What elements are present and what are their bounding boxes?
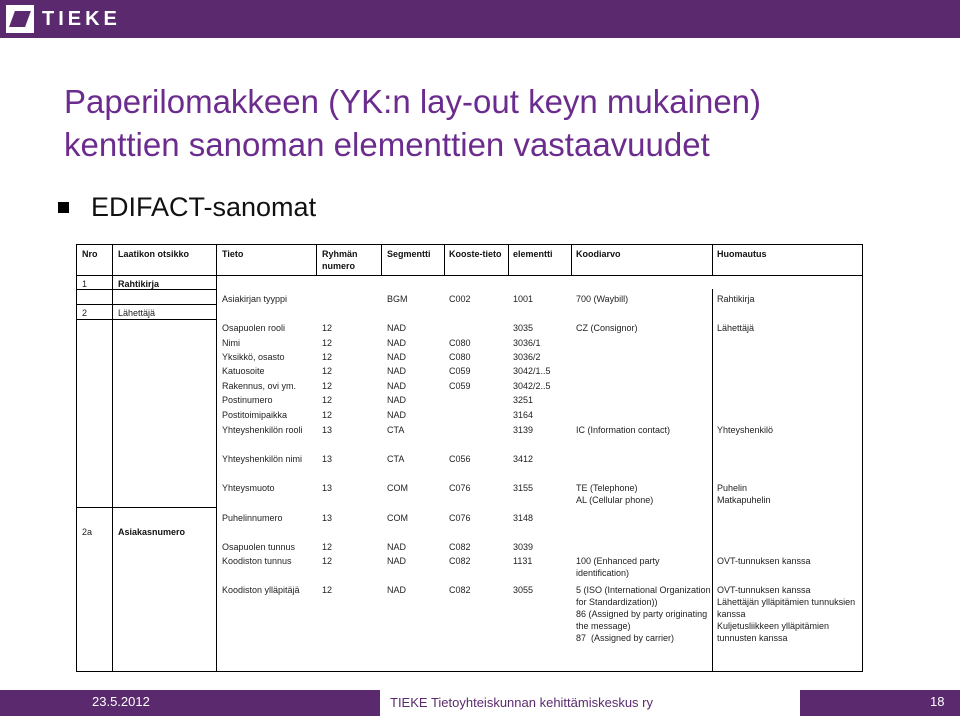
table-grid-line: [112, 275, 113, 672]
table-cell-kooste: C059: [449, 381, 471, 391]
table-cell-ryhma: 13: [322, 513, 333, 523]
section-2a-number: 2a: [82, 527, 93, 537]
header-nro: Nro: [82, 249, 98, 259]
table-cell-kooste: C056: [449, 454, 471, 464]
table-cell-segmentti: NAD: [387, 381, 407, 391]
footer-org-box: [380, 690, 800, 716]
slide-title-line-2: kenttien sanoman elementtien vastaavuudet: [64, 126, 710, 163]
table-cell-tieto: Rakennus, ovi ym.: [222, 381, 297, 391]
table-cell-ryhma: 12: [322, 585, 333, 595]
table-cell-elementti: 1131: [513, 556, 533, 566]
table-cell-segmentti: COM: [387, 513, 408, 523]
table-cell-ryhma: 13: [322, 425, 333, 435]
table-cell-tieto: Yhteysmuoto: [222, 483, 275, 493]
section-2-number: 2: [82, 308, 88, 318]
table-cell-segmentti: NAD: [387, 585, 407, 595]
header-kooste-tieto: Kooste-tieto: [449, 249, 502, 259]
table-cell-kooste: C076: [449, 483, 471, 493]
table-cell-segmentti: NAD: [387, 542, 407, 552]
table-cell-huomautus: Yhteyshenkilö: [717, 425, 774, 435]
tieke-logo-icon: [6, 5, 34, 33]
table-cell-huomautus: OVT-tunnuksen kanssa Lähettäjän ylläpitämien tunnuksien kanssa Kuljetusliikkeen ylläpitämien tunnusten kanssa: [717, 585, 856, 643]
table-cell-elementti: 3148: [513, 513, 534, 523]
table-cell-koodiarvo: IC (Information contact): [576, 425, 671, 435]
table-grid-line: [76, 289, 216, 290]
header-koodiarvo: Koodiarvo: [576, 249, 621, 259]
table-grid-line: [571, 244, 572, 275]
table-grid-line: [381, 244, 382, 275]
bullet-item: [58, 192, 316, 223]
table-cell-tieto: Koodiston tunnus: [222, 556, 292, 566]
tieke-logo-text: TIEKE: [42, 7, 121, 30]
bullet-square-icon: [58, 202, 69, 213]
tieke-logo: [6, 4, 121, 34]
section-2a-label: Asiakasnumero: [118, 527, 186, 537]
header-segmentti: Segmentti: [387, 249, 431, 259]
table-grid-line: [712, 289, 713, 672]
table-cell-segmentti: CTA: [387, 425, 405, 435]
table-grid-line: [76, 244, 77, 672]
table-cell-huomautus: Rahtikirja: [717, 294, 755, 304]
section-1-label: Rahtikirja: [118, 279, 160, 289]
table-grid-line: [316, 244, 317, 275]
slide-title-line-1: Paperilomakkeen (YK:n lay-out keyn mukainen): [64, 83, 762, 120]
slide-title: [64, 80, 924, 166]
table-cell-elementti: 3036/2: [513, 352, 541, 362]
header-tieto: Tieto: [222, 249, 244, 259]
table-cell-segmentti: NAD: [387, 395, 407, 405]
table-grid-line: [76, 304, 216, 305]
table-cell-ryhma: 12: [322, 323, 333, 333]
table-cell-segmentti: CTA: [387, 454, 405, 464]
footer-date: 23.5.2012: [92, 694, 150, 709]
footer-organization: TIEKE Tietoyhteiskunnan kehittämiskeskus ry: [390, 695, 654, 710]
table-cell-tieto: Yksikkö, osasto: [222, 352, 285, 362]
table-cell-segmentti: NAD: [387, 352, 407, 362]
table-cell-elementti: 3036/1: [513, 338, 541, 348]
table-cell-elementti: 3042/2..5: [513, 381, 551, 391]
table-cell-elementti: 3039: [513, 542, 534, 552]
table-cell-ryhma: 12: [322, 556, 333, 566]
table-cell-ryhma: 12: [322, 352, 333, 362]
table-cell-segmentti: NAD: [387, 410, 407, 420]
footer-bar: [0, 690, 960, 716]
table-cell-elementti: 3164: [513, 410, 534, 420]
table-grid-line: [76, 244, 863, 245]
table-grid-line: [444, 244, 445, 275]
table-cell-huomautus: Puhelin Matkapuhelin: [717, 483, 771, 505]
table-grid-line: [862, 244, 863, 672]
table-cell-segmentti: NAD: [387, 366, 407, 376]
table-grid-line: [112, 244, 113, 275]
table-cell-segmentti: NAD: [387, 323, 407, 333]
table-cell-elementti: 3042/1..5: [513, 366, 551, 376]
table-cell-ryhma: 12: [322, 395, 333, 405]
table-cell-segmentti: COM: [387, 483, 408, 493]
table-cell-ryhma: 12: [322, 542, 333, 552]
table-cell-koodiarvo: 100 (Enhanced party identification): [576, 556, 660, 578]
table-cell-ryhma: 12: [322, 366, 333, 376]
table-grid-line: [508, 244, 509, 275]
table-cell-huomautus: Lähettäjä: [717, 323, 755, 333]
table-cell-elementti: 3055: [513, 585, 534, 595]
table-cell-kooste: C076: [449, 513, 471, 523]
table-cell-tieto: Asiakirjan tyyppi: [222, 294, 288, 304]
table-grid-line: [76, 275, 863, 276]
header-ryhman-numero: Ryhmän numero: [322, 249, 358, 271]
table-cell-koodiarvo: TE (Telephone) AL (Cellular phone): [576, 483, 654, 505]
table-cell-elementti: 3155: [513, 483, 534, 493]
table-cell-segmentti: NAD: [387, 338, 407, 348]
table-cell-kooste: C082: [449, 556, 471, 566]
table-cell-ryhma: 12: [322, 381, 333, 391]
table-cell-elementti: 3035: [513, 323, 534, 333]
footer-page-number: 18: [930, 694, 945, 709]
header-huomautus: Huomautus: [717, 249, 767, 259]
mapping-table: [76, 244, 863, 672]
bullet-text: EDIFACT-sanomat: [91, 192, 317, 222]
table-cell-koodiarvo: CZ (Consignor): [576, 323, 638, 333]
table-cell-tieto: Yhteyshenkilön nimi: [222, 454, 303, 464]
table-grid-line: [76, 671, 863, 672]
table-cell-koodiarvo: 5 (ISO (International Organization for Standardization)) 86 (Assigned by party originating the message) 87 (Assigned by carrier): [576, 585, 711, 643]
table-cell-ryhma: 12: [322, 338, 333, 348]
header-laatikon-otsikko: Laatikon otsikko: [118, 249, 190, 259]
table-grid-line: [76, 319, 216, 320]
table-cell-kooste: C082: [449, 585, 471, 595]
table-cell-tieto: Postinumero: [222, 395, 273, 405]
table-cell-segmentti: NAD: [387, 556, 407, 566]
section-1-number: 1: [82, 279, 88, 289]
header-bar: [0, 0, 960, 38]
table-cell-kooste: C082: [449, 542, 471, 552]
table-grid-line: [216, 244, 217, 275]
table-cell-kooste: C059: [449, 366, 471, 376]
table-cell-ryhma: 13: [322, 454, 333, 464]
section-2-label: Lähettäjä: [118, 308, 156, 318]
table-cell-tieto: Osapuolen rooli: [222, 323, 286, 333]
table-cell-tieto: Yhteyshenkilön rooli: [222, 425, 303, 435]
table-cell-elementti: 1001: [513, 294, 534, 304]
table-cell-kooste: C002: [449, 294, 471, 304]
table-cell-ryhma: 12: [322, 410, 333, 420]
table-cell-segmentti: BGM: [387, 294, 408, 304]
table-cell-kooste: C080: [449, 352, 471, 362]
table-cell-elementti: 3251: [513, 395, 534, 405]
table-grid-line: [216, 275, 217, 672]
table-cell-tieto: Osapuolen tunnus: [222, 542, 296, 552]
table-cell-huomautus: OVT-tunnuksen kanssa: [717, 556, 811, 566]
table-cell-elementti: 3139: [513, 425, 534, 435]
table-cell-tieto: Koodiston ylläpitäjä: [222, 585, 300, 595]
table-cell-ryhma: 13: [322, 483, 333, 493]
table-cell-tieto: Katuosoite: [222, 366, 265, 376]
table-grid-line: [76, 507, 216, 508]
table-cell-elementti: 3412: [513, 454, 534, 464]
table-cell-tieto: Postitoimipaikka: [222, 410, 288, 420]
table-cell-tieto: Nimi: [222, 338, 240, 348]
table-cell-kooste: C080: [449, 338, 471, 348]
table-cell-tieto: Puhelinnumero: [222, 513, 283, 523]
table-cell-koodiarvo: 700 (Waybill): [576, 294, 629, 304]
table-grid-line: [712, 244, 713, 275]
header-elementti: elementti: [513, 249, 553, 259]
